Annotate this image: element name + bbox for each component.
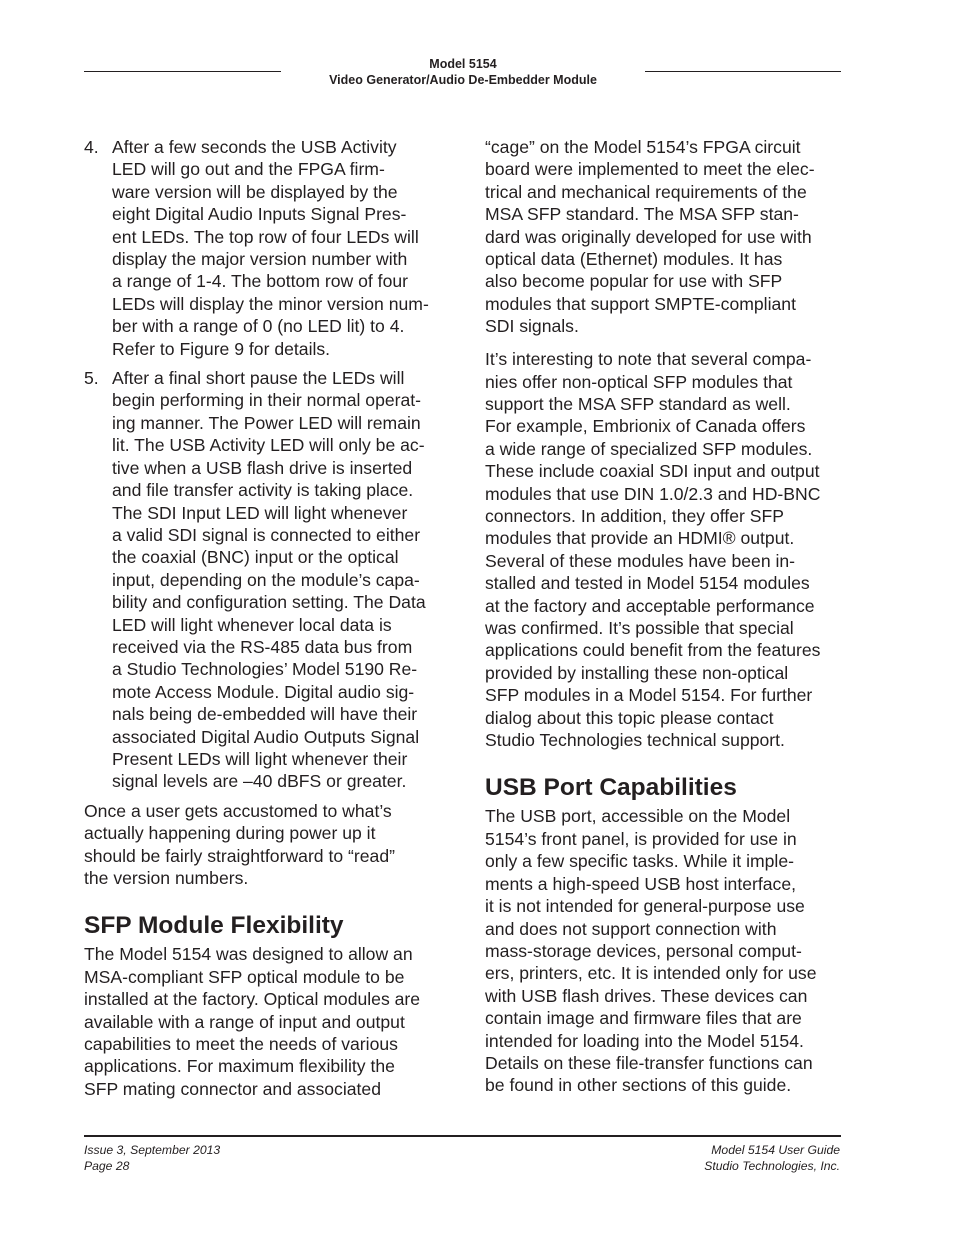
- step-number: 4.: [84, 137, 99, 157]
- text-line: stalled and tested in Model 5154 modules: [485, 573, 810, 594]
- sfp-paragraph-1: [84, 943, 452, 1100]
- sfp-paragraph-2: [485, 348, 845, 751]
- text-line: applications could benefit from the features: [485, 640, 821, 661]
- text-line: modules that support SMPTE-compliant: [485, 293, 796, 314]
- text-line: SFP modules in a Model 5154. For further: [485, 685, 813, 706]
- sfp-heading: SFP Module Flexibility: [84, 912, 344, 940]
- text-line: associated Digital Audio Outputs Signal: [112, 726, 420, 747]
- text-line: actually happening during power up it: [84, 823, 376, 844]
- text-line: input, depending on the module’s capa-: [112, 569, 420, 590]
- text-line: eight Digital Audio Inputs Signal Pres-: [112, 204, 407, 225]
- text-line: ware version will be displayed by the: [112, 181, 398, 202]
- text-line: mass-storage devices, personal comput-: [485, 940, 802, 961]
- text-line: MSA SFP standard. The MSA SFP stan-: [485, 204, 799, 225]
- text-line: ent LEDs. The top row of four LEDs will: [112, 226, 419, 247]
- text-line: available with a range of input and output: [84, 1011, 405, 1032]
- text-line: optical data (Ethernet) modules. It has: [485, 249, 783, 270]
- text-line: modules that use DIN 1.0/2.3 and HD-BNC: [485, 483, 821, 504]
- text-line: a wide range of specialized SFP modules.: [485, 438, 813, 459]
- text-line: The USB port, accessible on the Model: [485, 806, 791, 827]
- header-subtitle: Video Generator/Audio De-Embedder Module: [329, 73, 597, 87]
- text-line: 5154’s front panel, is provided for use in: [485, 828, 797, 849]
- text-line: applications. For maximum flexibility the: [84, 1056, 395, 1077]
- text-line: Present LEDs will light whenever their: [112, 748, 408, 769]
- text-line: For example, Embrionix of Canada offers: [485, 416, 806, 437]
- step-text: [112, 367, 452, 793]
- text-line: modules that provide an HDMI® output.: [485, 528, 795, 549]
- left-column: [84, 136, 452, 1111]
- text-line: After a few seconds the USB Activity: [112, 137, 397, 157]
- text-line: ing manner. The Power LED will remain: [112, 412, 421, 433]
- text-line: Studio Technologies technical support.: [485, 730, 785, 751]
- footer-left: [84, 1143, 220, 1174]
- footer-page-number: Page 28: [84, 1158, 130, 1173]
- header-model: Model 5154: [429, 57, 497, 71]
- text-line: dard was originally developed for use with: [485, 226, 812, 247]
- usb-paragraph-1: [485, 805, 845, 1096]
- text-line: connectors. In addition, they offer SFP: [485, 506, 784, 526]
- text-line: the coaxial (BNC) input or the optical: [112, 547, 399, 568]
- header-rule-left: [84, 71, 281, 72]
- text-line: was confirmed. It’s possible that special: [485, 618, 794, 639]
- step-text: [112, 136, 452, 360]
- text-line: SDI signals.: [485, 316, 579, 337]
- text-line: “cage” on the Model 5154’s FPGA circuit: [485, 137, 801, 157]
- text-line: only a few specific tasks. While it imple-: [485, 851, 794, 872]
- text-line: it is not intended for general-purpose use: [485, 896, 805, 917]
- footer-guide-title: Model 5154 User Guide: [711, 1143, 840, 1157]
- text-line: received via the RS-485 data bus from: [112, 636, 413, 657]
- text-line: ments a high-speed USB host interface,: [485, 873, 796, 894]
- text-line: lit. The USB Activity LED will only be ac-: [112, 435, 425, 456]
- text-line: also become popular for use with SFP: [485, 271, 783, 292]
- text-line: the version numbers.: [84, 868, 249, 888]
- text-line: board were implemented to meet the elec-: [485, 159, 815, 180]
- text-line: intended for loading into the Model 5154.: [485, 1030, 804, 1051]
- text-line: support the MSA SFP standard as well.: [485, 393, 791, 414]
- text-line: should be fairly straightforward to “read”: [84, 845, 395, 866]
- usb-heading: USB Port Capabilities: [485, 774, 737, 802]
- text-line: a range of 1-4. The bottom row of four: [112, 271, 409, 292]
- text-line: nals being de-embedded will have their: [112, 704, 418, 725]
- step-5: [84, 367, 452, 793]
- text-line: with USB flash drives. These devices can: [485, 985, 808, 1006]
- text-line: Refer to Figure 9 for details.: [112, 338, 331, 359]
- text-line: provided by installing these non-optical: [485, 662, 789, 683]
- text-line: After a final short pause the LEDs will: [112, 368, 405, 389]
- text-line: and file transfer activity is taking place.: [112, 480, 414, 501]
- text-line: signal levels are –40 dBFS or greater.: [112, 771, 407, 792]
- text-line: begin performing in their normal operat-: [112, 390, 422, 411]
- text-line: capabilities to meet the needs of various: [84, 1034, 398, 1055]
- text-line: SFP mating connector and associated: [84, 1078, 381, 1099]
- footer-rule: [84, 1135, 841, 1137]
- step-4: [84, 136, 452, 360]
- running-header: [281, 56, 645, 88]
- text-line: trical and mechanical requirements of the: [485, 181, 807, 202]
- text-line: Once a user gets accustomed to what’s: [84, 800, 392, 821]
- text-line: MSA-compliant SFP optical module to be: [84, 966, 405, 987]
- text-line: be found in other sections of this guide.: [485, 1075, 792, 1096]
- text-line: and does not support connection with: [485, 918, 777, 939]
- footer-issue: Issue 3, September 2013: [84, 1143, 221, 1157]
- text-line: The SDI Input LED will light whenever: [112, 502, 408, 523]
- text-line: ers, printers, etc. It is intended only for use: [485, 963, 817, 984]
- text-line: Several of these modules have been in-: [485, 550, 796, 571]
- closing-paragraph: [84, 800, 452, 890]
- text-line: nies offer non-optical SFP modules that: [485, 371, 793, 392]
- footer-company: Studio Technologies, Inc.: [704, 1158, 840, 1173]
- text-line: It’s interesting to note that several compa-: [485, 349, 812, 370]
- text-line: bility and configuration setting. The Data: [112, 592, 426, 613]
- right-column: [485, 136, 845, 1107]
- text-line: installed at the factory. Optical modules are: [84, 989, 421, 1010]
- text-line: tive when a USB flash drive is inserted: [112, 457, 413, 478]
- text-line: The Model 5154 was designed to allow an: [84, 944, 413, 965]
- text-line: display the major version number with: [112, 249, 408, 270]
- text-line: These include coaxial SDI input and output: [485, 461, 820, 482]
- text-line: contain image and firmware files that are: [485, 1008, 802, 1029]
- footer-right: [600, 1143, 840, 1174]
- header-rule-right: [645, 71, 841, 72]
- step-number: 5.: [84, 368, 99, 389]
- text-line: dialog about this topic please contact: [485, 707, 774, 728]
- text-line: LEDs will display the minor version num-: [112, 293, 429, 314]
- text-line: a Studio Technologies’ Model 5190 Re-: [112, 659, 418, 680]
- text-line: LED will go out and the FPGA firm-: [112, 159, 385, 180]
- text-line: ber with a range of 0 (no LED lit) to 4.: [112, 316, 405, 337]
- text-line: mote Access Module. Digital audio sig-: [112, 681, 415, 702]
- text-line: at the factory and acceptable performance: [485, 595, 815, 616]
- text-line: a valid SDI signal is connected to either: [112, 524, 421, 545]
- text-line: Details on these file-transfer functions can: [485, 1052, 813, 1073]
- sfp-paragraph-1-continued: [485, 136, 845, 338]
- text-line: LED will light whenever local data is: [112, 614, 392, 635]
